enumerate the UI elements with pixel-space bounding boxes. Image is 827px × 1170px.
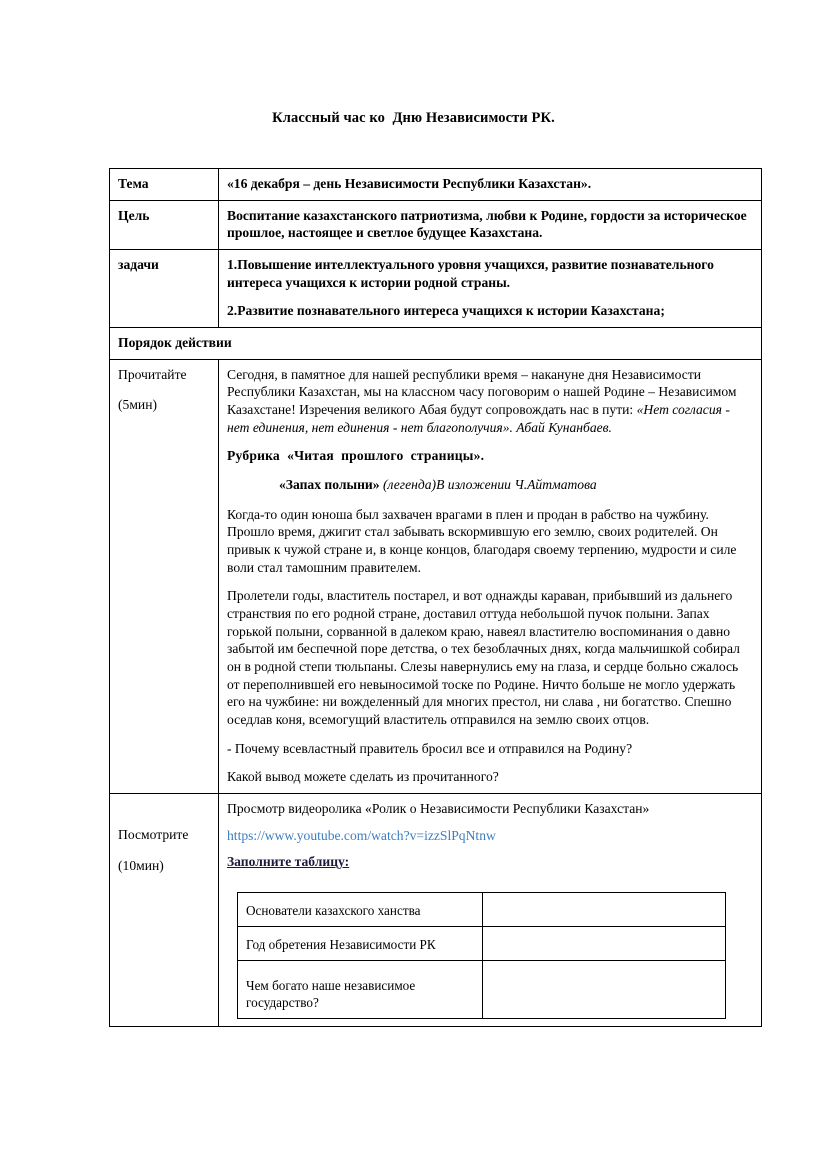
legend-title-text: «Запах полыни» — [279, 477, 380, 493]
worksheet-answer-1[interactable] — [483, 893, 726, 927]
video-link-paragraph — [227, 827, 753, 845]
row-value-tema — [219, 169, 762, 201]
legend-question-1: - Почему всевластный правитель бросил все и отправился на Родину? — [227, 740, 633, 756]
legend-title-line — [227, 476, 753, 494]
read-row-label-cell — [110, 359, 219, 793]
row-value-tsel — [219, 200, 762, 249]
video-description-text: Просмотр видеоролика «Ролик о Независимости Республики Казахстан» — [227, 801, 650, 817]
youtube-video-link[interactable]: https://www.youtube.com/watch?v=izzSlPqNtnw — [227, 827, 496, 843]
legend-source-text: (легенда)В изложении Ч.Айтматова — [379, 477, 597, 493]
table-row-tsel — [110, 200, 762, 249]
legend-question-2: Какой вывод можете сделать из прочитанного? — [227, 769, 499, 785]
legend-paragraph-2: Пролетели годы, властитель постарел, и вот однажды караван, прибывший из дальнего странствия по его родной стране, доставил оттуда небольшой пучок полыни. Запах горькой полыни, сорванной в далеком краю, навеял властителю воспоминания о давно забытой им беспечной поре детства, о тех безоблачных днях, когда мальчишкой собирал он в родной степи тюльпаны. Слезы навернулись ему на глаза, и сердце больно сжалось от переполнившей его невыносимой тоске по Родине. Ничто больше не могло удержать его на чужбине: ни вожделенный для многих престол, ни слава , ни богатство. Спешно оседлав коня, всемогущий властитель отправился на землю своих отцов. — [227, 588, 740, 728]
row-label-tema — [110, 169, 219, 201]
zadachi-item-2: 2.Развитие познавательного интереса учащихся к истории Казахстана; — [227, 303, 665, 319]
watch-row-label-cell — [110, 794, 219, 1027]
label-zadachi-text: задачи — [118, 257, 159, 273]
table-row-zadachi — [110, 250, 762, 328]
section-header-poryadok: Порядок действии — [110, 328, 762, 360]
legend-paragraph-1: Когда-то один юноша был захвачен врагами в плен и продан в рабство на чужбину. Прошло время, джигит стал забывать вскормившую его землю, своих родителей. Он привык к чужой стране и, в конце концов, благодаря своему терпению, мудрости и силе воли стал тамошним правителем. — [227, 506, 737, 575]
row-value-zadachi — [219, 250, 762, 328]
worksheet-question-3: Чем богато наше независимое государство? — [238, 961, 483, 1019]
table-row-watch — [110, 794, 762, 1027]
page-title: Классный час ко Дню Независимости РК. — [272, 110, 555, 126]
fill-table-heading-paragraph — [227, 853, 753, 883]
read-duration-text: (5мин) — [118, 397, 158, 413]
watch-label-text: Посмотрите — [118, 827, 189, 843]
table-row-tema — [110, 169, 762, 201]
row-label-tsel — [110, 200, 219, 249]
watch-row-content-cell — [219, 794, 762, 1027]
read-row-content-cell — [219, 359, 762, 793]
label-tema-text: Тема — [118, 176, 149, 191]
rubric-heading: Рубрика «Читая прошлого страницы». — [227, 448, 485, 464]
zadachi-item-1: 1.Повышение интеллектуального уровня учащихся, развитие познавательного интереса учащихся к истории родной страны. — [227, 257, 714, 290]
value-tsel-text: Воспитание казахстанского патриотизма, любви к Родине, гордости за историческое прошлое, настоящее и светлое будущее Казахстана. — [227, 207, 747, 241]
worksheet-answer-3[interactable] — [483, 961, 726, 1019]
worksheet-answer-2[interactable] — [483, 927, 726, 961]
worksheet-row-3 — [238, 961, 726, 1019]
intro-paragraph-text: Сегодня, в памятное для нашей республики время – накануне дня Независимости Республики Казахстан, мы на классном часу поговорим о нашей Родине – Независимом Казахстане! Изречения великого Абая будут сопровождать нас в пути: — [227, 366, 737, 418]
value-tema-text: «16 декабря – день Независимости Республики Казахстан». — [227, 176, 592, 191]
abay-quote-text: «Нет согласия - нет единения, нет единения - нет благополучия». Абай Кунанбаев. — [227, 402, 730, 435]
worksheet-row-2 — [238, 927, 726, 961]
table-row-read — [110, 359, 762, 793]
fill-table-heading: Заполните таблицу: — [227, 854, 350, 870]
lesson-plan-table — [109, 168, 762, 1027]
worksheet-question-2: Год обретения Независимости РК — [238, 927, 483, 961]
worksheet-question-1: Основатели казахского ханства — [238, 893, 483, 927]
label-tsel-text: Цель — [118, 207, 150, 223]
row-label-zadachi — [110, 250, 219, 328]
table-row-section-header — [110, 328, 762, 360]
worksheet-table — [237, 892, 726, 1019]
watch-duration-text: (10мин) — [118, 857, 164, 873]
intro-paragraph — [227, 366, 753, 437]
worksheet-row-1 — [238, 893, 726, 927]
read-label-text: Прочитайте — [118, 366, 187, 382]
